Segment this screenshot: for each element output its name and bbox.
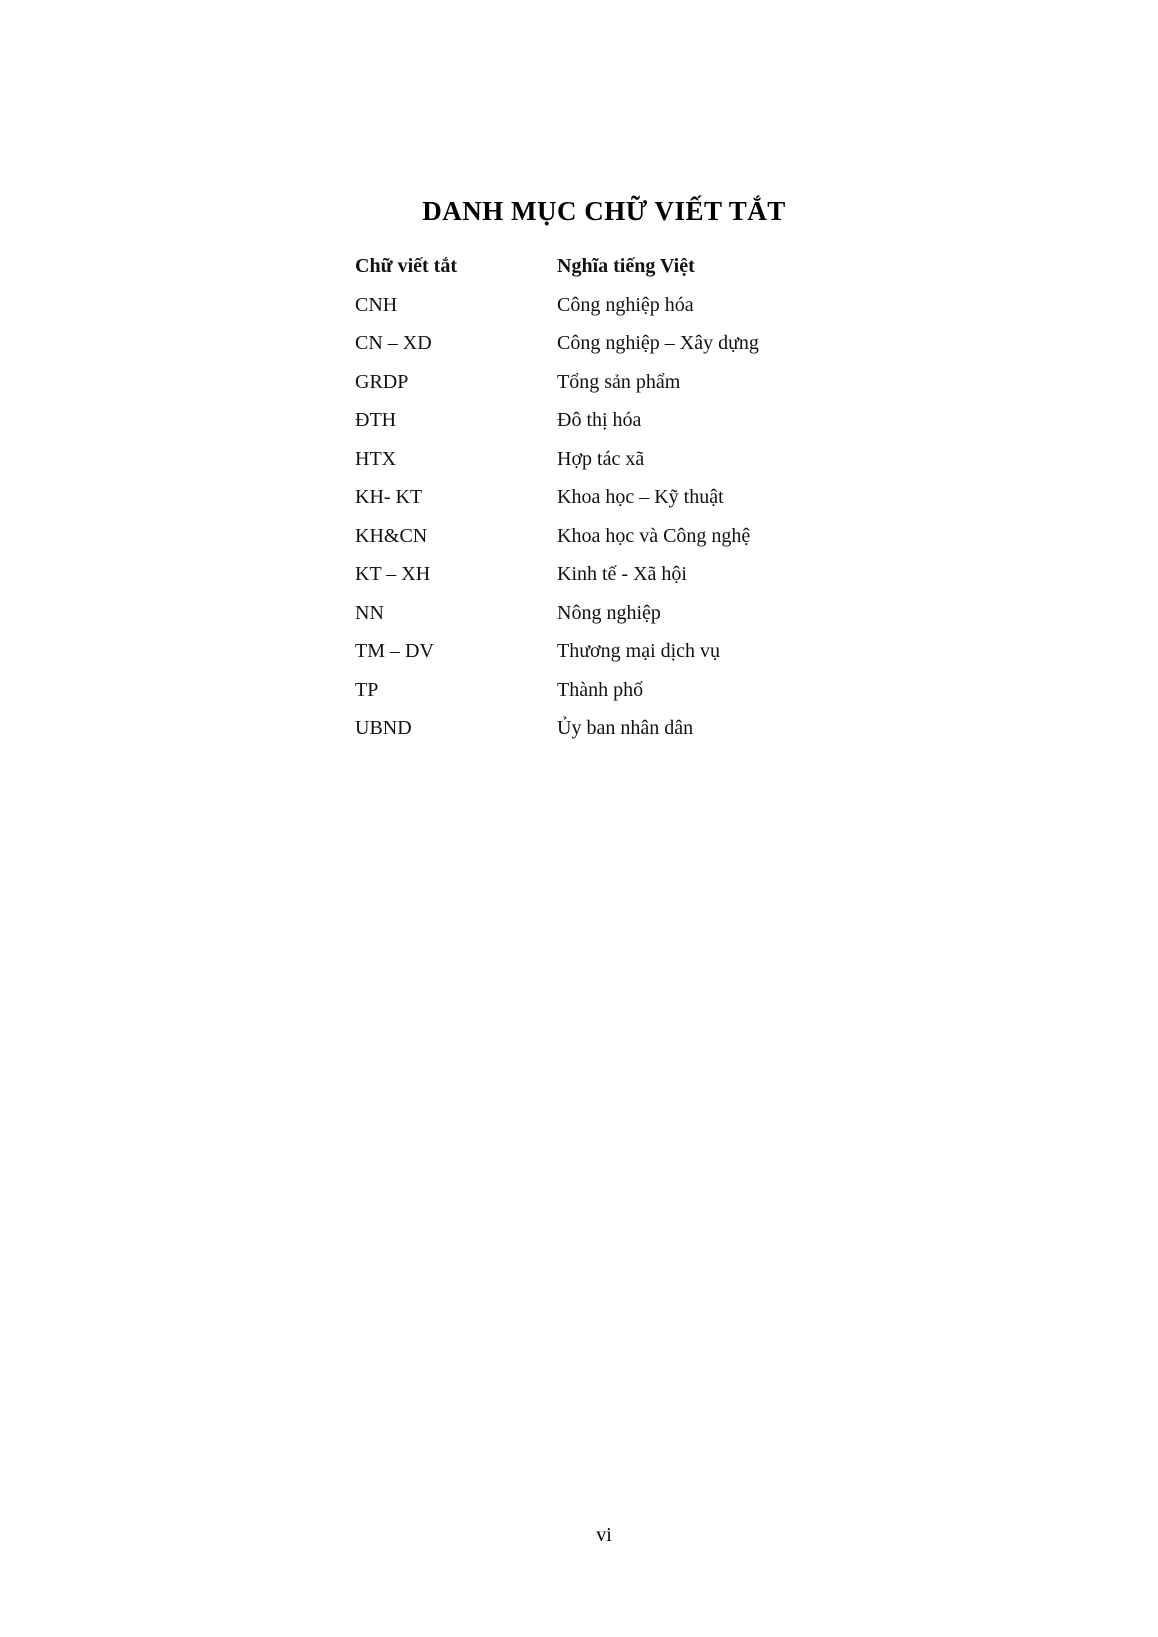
abbreviation-cell: NN (355, 601, 384, 624)
abbreviation-cell: KH&CN (355, 524, 428, 547)
abbreviation-cell: TP (355, 678, 379, 701)
abbreviation-cell: CN – XD (355, 332, 432, 354)
table-row (355, 363, 995, 402)
meaning-cell: Tổng sản phẩm (557, 370, 681, 393)
abbreviation-table (355, 247, 995, 748)
meaning-cell: Công nghiệp hóa (557, 293, 694, 316)
abbreviation-cell: TM – DV (355, 640, 434, 662)
page-number: vi (596, 1524, 612, 1546)
table-row (355, 286, 995, 325)
meaning-cell: Thương mại dịch vụ (557, 640, 721, 662)
meaning-cell: Kinh tế - Xã hội (557, 563, 687, 585)
table-row (355, 709, 995, 748)
table-header-row (355, 247, 995, 286)
table-row (355, 594, 995, 633)
table-row (355, 324, 995, 363)
meaning-cell: Thành phố (557, 678, 644, 701)
table-row (355, 478, 995, 517)
abbreviation-cell: HTX (355, 447, 397, 470)
table-row (355, 555, 995, 594)
meaning-cell: Khoa học và Công nghệ (557, 524, 751, 547)
abbreviation-cell: CNH (355, 293, 398, 316)
meaning-cell: Ủy ban nhân dân (557, 717, 694, 739)
meaning-cell: Công nghiệp – Xây dựng (557, 332, 759, 354)
page-title: DANH MỤC CHỮ VIẾT TẮT (422, 196, 786, 227)
meaning-cell: Nông nghiệp (557, 601, 661, 624)
abbreviation-cell: KT – XH (355, 563, 431, 585)
abbreviation-cell: KH- KT (355, 486, 423, 508)
header-abbreviation: Chữ viết tắt (355, 255, 457, 277)
abbreviation-cell: ĐTH (355, 409, 397, 431)
table-row (355, 632, 995, 671)
table-row (355, 440, 995, 479)
meaning-cell: Khoa học – Kỹ thuật (557, 486, 724, 508)
table-row (355, 401, 995, 440)
meaning-cell: Đô thị hóa (557, 409, 642, 431)
abbreviation-cell: UBND (355, 717, 412, 739)
table-row (355, 671, 995, 710)
table-row (355, 517, 995, 556)
abbreviation-cell: GRDP (355, 370, 409, 393)
meaning-cell: Hợp tác xã (557, 447, 645, 470)
header-meaning: Nghĩa tiếng Việt (557, 255, 695, 277)
